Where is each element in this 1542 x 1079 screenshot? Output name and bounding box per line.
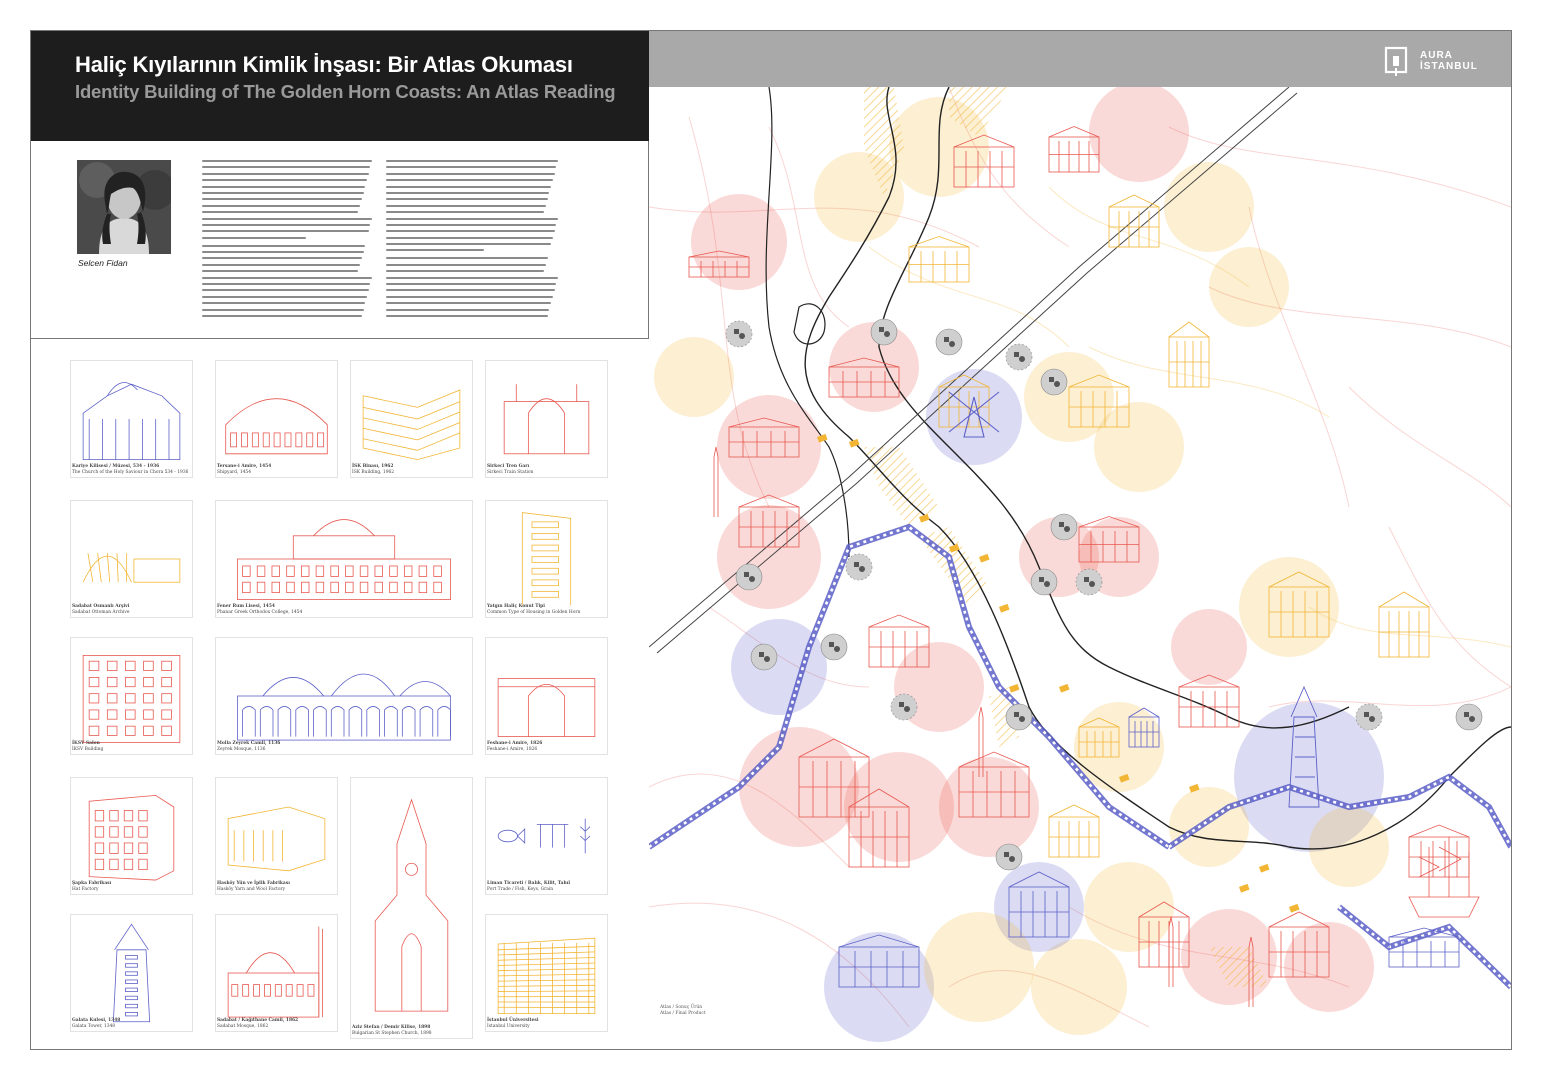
text-line <box>386 296 553 298</box>
text-line <box>202 160 372 162</box>
building-thumbnail <box>215 777 338 895</box>
minaret-sketch <box>714 447 718 517</box>
golden-horn-atlas-map <box>649 87 1511 1050</box>
community-icon-glyph <box>854 562 859 567</box>
text-line <box>202 230 369 232</box>
thumbnail-title: Aziz Stefan / Demir Kilise, 1898 <box>352 1025 431 1030</box>
logo-wordmark <box>1420 50 1478 72</box>
building-sketch <box>71 361 192 477</box>
community-icon-glyph <box>734 329 739 334</box>
building-thumbnail <box>70 637 193 755</box>
community-icon-glyph <box>739 333 745 339</box>
landmark-marker <box>1239 884 1250 893</box>
building-thumbnail <box>350 360 473 478</box>
period-circle <box>1309 807 1389 887</box>
building-thumbnail <box>215 500 473 618</box>
community-icon-glyph <box>1369 716 1375 722</box>
text-line <box>386 277 558 279</box>
community-icon-glyph <box>834 646 840 652</box>
landmark-marker <box>1059 684 1070 693</box>
community-icon-glyph <box>884 331 890 337</box>
thumbnail-title: Sirkeci Tren Garı <box>487 464 530 469</box>
building-sketch <box>1109 195 1159 247</box>
period-circle <box>1171 609 1247 685</box>
building-sketch <box>216 638 472 754</box>
building-sketch <box>216 778 337 894</box>
thumbnail-subtitle: Galata Tower, 1348 <box>72 1024 116 1029</box>
map-caption-turkish: Atlas / Sonuç Ürün <box>660 1005 703 1010</box>
text-line <box>202 237 306 239</box>
building-thumbnail <box>215 914 338 1032</box>
thumbnail-title: Hasköy Yün ve İplik Fabrikası <box>217 881 290 886</box>
text-line <box>386 186 551 188</box>
thumbnail-subtitle: Port Trade / Fish, Keys, Grain <box>487 887 554 892</box>
thumbnail-title: Tersane-i Amire, 1454 <box>217 464 272 469</box>
building-thumbnail <box>350 777 473 1039</box>
community-icon-glyph <box>1019 356 1025 362</box>
building-sketch <box>71 501 192 617</box>
community-icon-glyph <box>744 572 749 577</box>
building-sketch <box>486 361 607 477</box>
street-line <box>1309 607 1511 647</box>
text-line <box>202 270 358 272</box>
text-line <box>202 192 364 194</box>
community-icon-glyph <box>1019 716 1025 722</box>
community-icon-glyph <box>749 576 755 582</box>
period-circle <box>717 395 821 499</box>
thumbnail-title: İKSV Salon <box>72 741 100 746</box>
text-line <box>386 302 551 304</box>
text-line <box>202 198 362 200</box>
thumbnail-subtitle: Sirkeci Train Station <box>487 470 534 475</box>
building-sketch <box>71 638 192 754</box>
text-line <box>386 205 546 207</box>
building-sketch <box>1379 592 1429 657</box>
period-circle <box>1089 87 1189 182</box>
text-line <box>202 309 364 311</box>
landmark-marker <box>1009 684 1020 693</box>
thumbnail-subtitle: Hasköy Yarn and Wool Factory <box>217 887 286 892</box>
period-circle <box>1169 787 1249 867</box>
thumbnail-title: Galata Kulesi, 1348 <box>72 1018 121 1023</box>
building-thumbnail <box>70 777 193 895</box>
community-icon-glyph <box>1014 712 1019 717</box>
period-circle <box>924 912 1034 1022</box>
building-sketch <box>216 361 337 477</box>
text-line <box>202 251 364 253</box>
text-line <box>202 245 365 247</box>
logo-line2: İSTANBUL <box>1420 61 1478 72</box>
thumbnail-caption <box>72 464 188 476</box>
building-sketch <box>1049 805 1099 857</box>
thumbnail-caption <box>217 881 290 893</box>
thumbnail-title: İstanbul Üniversitesi <box>487 1018 539 1023</box>
building-thumbnail <box>215 637 473 755</box>
community-icon-glyph <box>944 337 949 342</box>
community-icon-glyph <box>759 652 764 657</box>
building-sketch <box>486 915 607 1031</box>
text-line <box>386 211 544 213</box>
building-thumbnail-grid <box>55 352 630 1042</box>
author-name: Selcen Fidan <box>78 258 128 268</box>
thumbnail-title: Kariye Kilisesi / Müzesi, 534 - 1936 <box>72 464 160 469</box>
intro-text-english <box>386 160 558 321</box>
community-icon-glyph <box>879 327 884 332</box>
thumbnail-subtitle: İSK Building, 1962 <box>352 470 395 475</box>
thumbnail-caption <box>72 741 103 753</box>
text-line <box>386 192 549 194</box>
text-line <box>386 249 484 251</box>
landmark-marker <box>979 554 990 563</box>
thumbnail-caption <box>72 881 111 893</box>
period-circle <box>1164 162 1254 252</box>
text-line <box>202 302 365 304</box>
text-line <box>202 289 369 291</box>
thumbnail-title: Molla Zeyrek Camii, 1136 <box>217 741 281 746</box>
building-sketch <box>216 501 472 617</box>
thumbnail-caption <box>487 881 570 893</box>
atlas-map-drawing <box>649 87 1511 1050</box>
building-sketch <box>486 501 607 617</box>
period-circle <box>654 337 734 417</box>
thumbnail-caption <box>217 1018 298 1030</box>
period-circle <box>926 369 1022 465</box>
thumbnail-subtitle: Bulgarian St Stephen Church, 1898 <box>352 1031 432 1036</box>
thumbnail-subtitle: Common Type of Housing in Golden Horn <box>487 610 581 615</box>
text-line <box>386 166 556 168</box>
building-thumbnail <box>70 914 193 1032</box>
text-line <box>202 277 372 279</box>
period-circle <box>1084 862 1174 952</box>
period-circle <box>717 505 821 609</box>
aura-logo-icon <box>1384 46 1414 78</box>
text-line <box>202 173 369 175</box>
map-caption <box>660 1005 706 1017</box>
landmark-marker <box>1259 864 1270 873</box>
street-line <box>1349 387 1511 507</box>
text-line <box>386 160 558 162</box>
poster-title-english: Identity Building of The Golden Horn Coasts: An Atlas Reading <box>75 81 616 102</box>
text-line <box>202 224 370 226</box>
community-icon-glyph <box>859 566 865 572</box>
thumbnail-caption <box>72 604 129 616</box>
building-sketch <box>351 361 472 477</box>
text-line <box>202 296 367 298</box>
map-caption-english: Atlas / Final Product <box>660 1011 706 1016</box>
thumbnail-subtitle: İKSV Building <box>72 747 104 752</box>
building-thumbnail <box>485 777 608 895</box>
period-circle <box>1031 939 1127 1035</box>
text-line <box>202 166 370 168</box>
text-line <box>202 283 370 285</box>
thumbnail-caption <box>217 464 271 476</box>
building-thumbnail <box>215 360 338 478</box>
text-line <box>386 230 555 232</box>
text-line <box>202 211 358 213</box>
thumbnail-caption <box>487 604 580 616</box>
text-line <box>386 270 544 272</box>
community-icon-glyph <box>764 656 770 662</box>
text-line <box>386 224 556 226</box>
text-line <box>386 179 553 181</box>
thumbnail-title: Feshane-i Amire, 1826 <box>487 741 543 746</box>
text-line <box>386 198 548 200</box>
period-circle <box>1239 557 1339 657</box>
period-circle <box>1094 402 1184 492</box>
community-icon-glyph <box>829 642 834 647</box>
building-thumbnail <box>485 500 608 618</box>
thumbnail-subtitle: İstanbul University <box>487 1024 530 1029</box>
text-line <box>386 237 553 239</box>
thumbnail-caption <box>352 464 394 476</box>
poster-title-turkish: Haliç Kıyılarının Kimlik İnşası: Bir Atlas Okuması <box>75 52 573 77</box>
thumbnail-caption <box>487 741 542 753</box>
community-icon-glyph <box>1059 522 1064 527</box>
minaret-sketch <box>1169 917 1173 987</box>
text-line <box>386 283 556 285</box>
text-line <box>202 186 365 188</box>
community-icon-glyph <box>1089 581 1095 587</box>
text-line <box>386 289 555 291</box>
community-icon-glyph <box>1084 577 1089 582</box>
thumbnail-caption <box>72 1018 120 1030</box>
logo-line1: AURA <box>1420 50 1453 61</box>
building-sketch <box>1409 825 1469 877</box>
thumbnail-subtitle: The Church of the Holy Saviour in Chora 534 - 1936 <box>72 470 189 475</box>
thumbnail-title: Liman Ticareti / Balık, Kilit, Tahıl <box>487 881 570 886</box>
text-line <box>386 243 551 245</box>
thumbnail-title: Sadabat / Kağıthane Camii, 1862 <box>217 1018 299 1023</box>
text-line <box>202 257 362 259</box>
building-thumbnail <box>70 360 193 478</box>
text-line <box>386 264 546 266</box>
text-line <box>202 218 372 220</box>
period-circle <box>939 757 1039 857</box>
text-line <box>386 309 549 311</box>
community-icon-glyph <box>1044 581 1050 587</box>
thumbnail-caption <box>352 1025 432 1037</box>
intro-text-turkish <box>202 160 372 321</box>
building-thumbnail <box>485 637 608 755</box>
thumbnail-caption <box>487 1018 539 1030</box>
text-line <box>202 315 362 317</box>
community-icon-glyph <box>899 702 904 707</box>
community-icon-glyph <box>1054 381 1060 387</box>
text-line <box>202 264 360 266</box>
thumbnail-subtitle: Zeyrek Mosque, 1136 <box>217 747 266 752</box>
building-sketch <box>486 778 607 894</box>
thumbnail-subtitle: Feshane-i Amire, 1826 <box>487 747 538 752</box>
building-thumbnail <box>485 360 608 478</box>
text-line <box>386 173 555 175</box>
community-icon-glyph <box>1364 712 1369 717</box>
text-line <box>386 315 548 317</box>
landmark-marker <box>999 604 1010 613</box>
community-icon-glyph <box>1469 716 1475 722</box>
thumbnail-subtitle: Sadabat Mosque, 1862 <box>217 1024 269 1029</box>
header-grey-band <box>649 31 1511 87</box>
building-sketch <box>486 638 607 754</box>
community-icon-glyph <box>1049 377 1054 382</box>
community-icon-glyph <box>1039 577 1044 582</box>
period-circle <box>691 194 787 290</box>
text-line <box>386 218 558 220</box>
community-icon-glyph <box>1009 856 1015 862</box>
text-line <box>202 205 360 207</box>
thumbnail-title: Yatgın Haliç Konut Tipi <box>487 604 545 609</box>
community-icon-glyph <box>904 706 910 712</box>
building-sketch <box>71 915 192 1031</box>
thumbnail-subtitle: Shipyard, 1454 <box>217 470 252 475</box>
thumbnail-title: İSK Binası, 1962 <box>352 464 394 469</box>
thumbnail-title: Şapka Fabrikası <box>72 881 112 886</box>
community-icon-glyph <box>1004 852 1009 857</box>
text-line <box>386 257 548 259</box>
building-sketch <box>71 778 192 894</box>
community-icon-glyph <box>1464 712 1469 717</box>
building-thumbnail <box>485 914 608 1032</box>
thumbnail-title: Sadabat Osmanlı Arşivi <box>72 604 130 609</box>
thumbnail-subtitle: Sadabat Ottoman Archive <box>72 610 130 615</box>
author-portrait <box>77 160 171 254</box>
building-sketch <box>216 915 337 1031</box>
thumbnail-caption <box>487 464 533 476</box>
building-thumbnail <box>70 500 193 618</box>
period-circle <box>1209 247 1289 327</box>
community-icon-glyph <box>1064 526 1070 532</box>
building-sketch <box>351 778 472 1038</box>
thumbnail-subtitle: Hat Factory <box>72 887 99 892</box>
landmark-marker <box>1289 904 1300 913</box>
text-line <box>202 179 367 181</box>
thumbnail-caption <box>217 741 280 753</box>
community-icon-glyph <box>949 341 955 347</box>
thumbnail-caption <box>217 604 302 616</box>
community-icon-glyph <box>1014 352 1019 357</box>
thumbnail-subtitle: Phanar Greek Orthodox College, 1454 <box>217 610 303 615</box>
thumbnail-title: Fener Rum Lisesi, 1454 <box>217 604 275 609</box>
